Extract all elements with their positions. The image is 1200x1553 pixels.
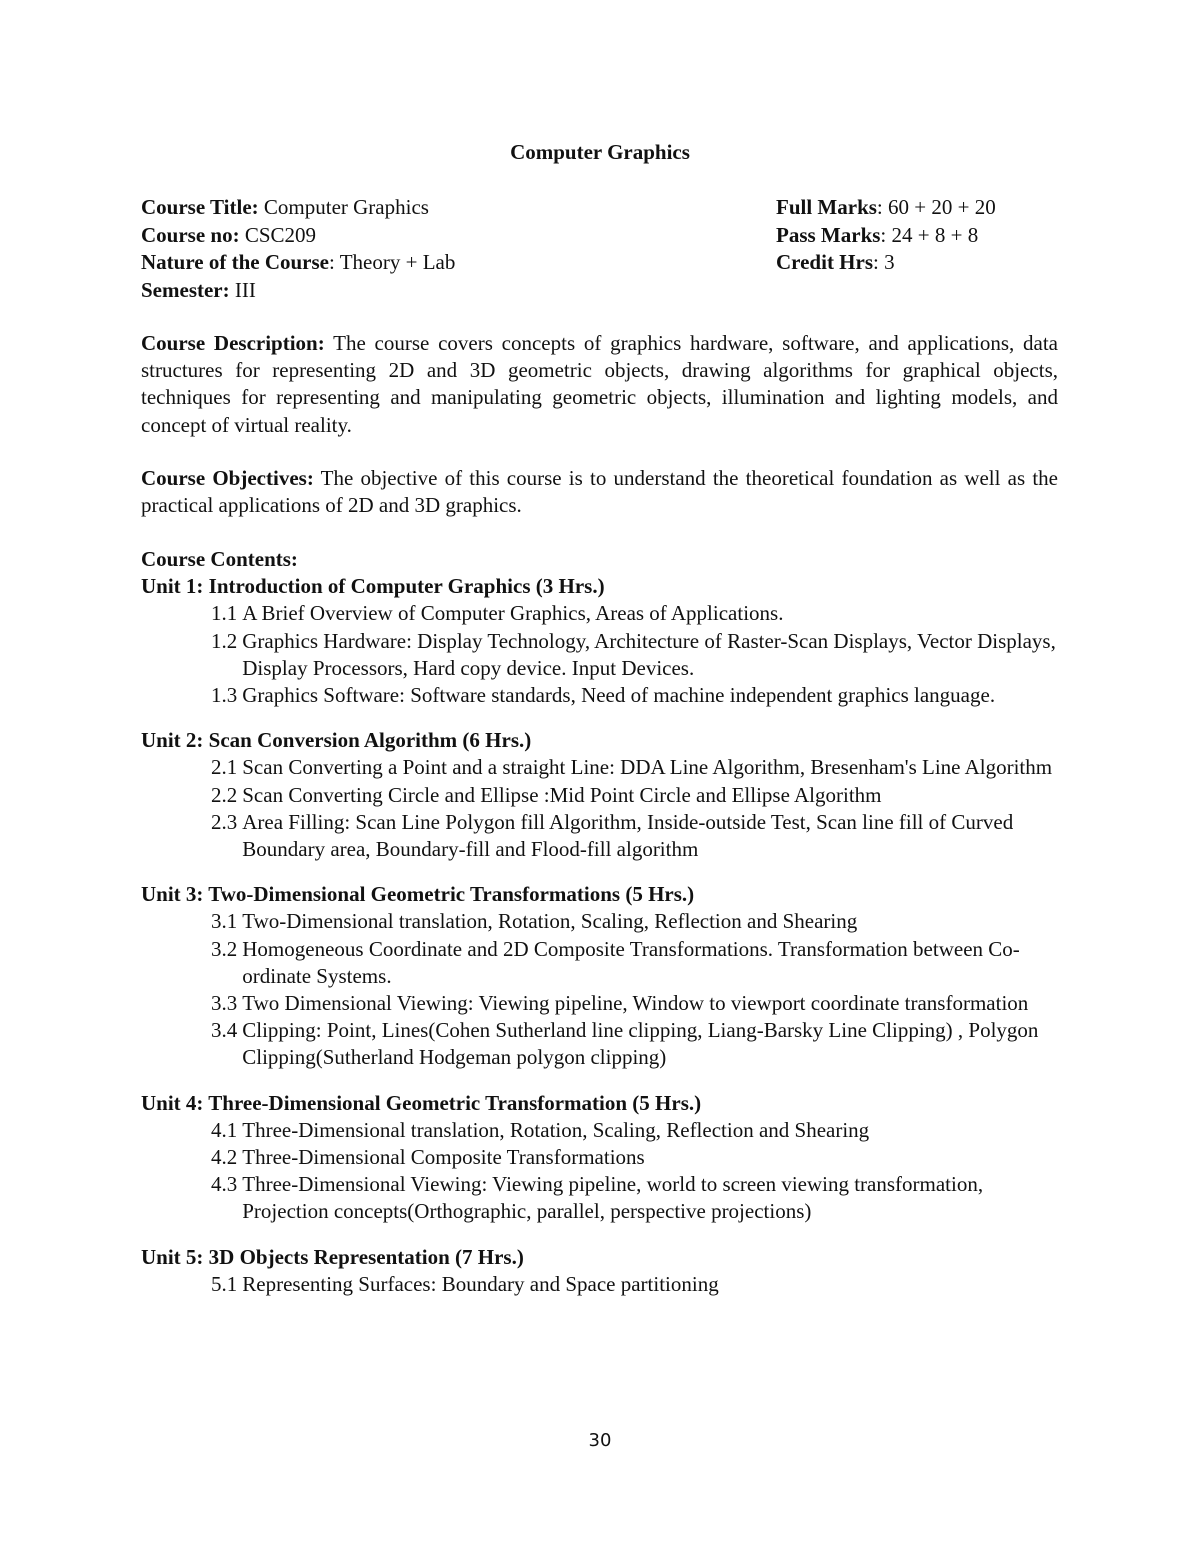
topic-item — [141, 809, 1058, 863]
topic-number: 1.2 — [211, 628, 238, 653]
topic-number: 2.1 — [211, 755, 238, 780]
page-number: 30 — [588, 1430, 612, 1451]
pass-marks-label: Pass Marks — [776, 222, 881, 247]
topic-number: 4.3 — [211, 1172, 238, 1197]
topic-item — [141, 782, 1058, 809]
unit-heading: Unit 4: Three-Dimensional Geometric Transformation (5 Hrs.) — [141, 1090, 702, 1115]
topic-item — [141, 1144, 1058, 1171]
unit-4 — [141, 1090, 1058, 1226]
topic-number: 3.2 — [211, 936, 238, 961]
topic-text: Area Filling: Scan Line Polygon fill Algorithm, Inside-outside Test, Scan line fill of Curved Boundary area, Boundary-fill and Flood-fill algorithm — [242, 809, 1014, 862]
topic-item — [141, 1117, 1058, 1144]
semester-label: Semester: — [141, 277, 230, 302]
topic-number: 1.3 — [211, 683, 238, 708]
semester-value: III — [234, 277, 256, 302]
topic-text: Three-Dimensional translation, Rotation, Scaling, Reflection and Shearing — [242, 1117, 870, 1142]
course-objectives-label: Course Objectives: — [141, 466, 314, 490]
nature-label: Nature of the Course — [141, 250, 329, 274]
pass-marks-value: : 24 + 8 + 8 — [880, 222, 979, 247]
topic-item — [141, 908, 1058, 935]
unit-1 — [141, 573, 1058, 709]
credit-hours-value: : 3 — [873, 250, 895, 274]
topic-text: Scan Converting Circle and Ellipse :Mid Point Circle and Ellipse Algorithm — [242, 782, 882, 807]
topic-text: Homogeneous Coordinate and 2D Composite Transformations. Transformation between Co-ordinate Systems. — [242, 936, 1020, 988]
topic-number: 3.1 — [211, 909, 238, 934]
course-description-text: The course covers concepts of graphics hardware, software, and applications, data structures for representing 2D and 3D geometric objects, drawing algorithms for graphical objects, techniques for representing and manipulating geometric objects, illumination and lighting models, and concept of virtual reality. — [141, 331, 1058, 437]
topic-text: A Brief Overview of Computer Graphics, Areas of Applications. — [242, 601, 784, 626]
topic-number: 5.1 — [211, 1271, 238, 1296]
topic-item — [141, 682, 1058, 709]
topic-text: Clipping: Point, Lines(Cohen Sutherland line clipping, Liang-Barsky Line Clipping) , Polygon Clipping(Sutherland Hodgeman polygon clipping) — [242, 1018, 1039, 1070]
credit-hours-label: Credit Hrs — [776, 250, 874, 274]
course-objectives-text: The objective of this course is to understand the theoretical foundation as well as the practical applications of 2D and 3D graphics. — [141, 466, 1058, 518]
topic-text: Scan Converting a Point and a straight Line: DDA Line Algorithm, Bresenham's Line Algorithm — [242, 755, 1053, 780]
topic-text: Graphics Hardware: Display Technology, Architecture of Raster-Scan Displays, Vector Displays, Display Processors, Hard copy device. Input Devices. — [242, 628, 1056, 680]
full-marks-label: Full Marks — [776, 195, 877, 219]
topic-item — [141, 754, 1058, 781]
course-no-label: Course no: — [141, 222, 240, 247]
course-meta — [141, 194, 1061, 304]
topic-item — [141, 1171, 1058, 1225]
topic-number: 2.2 — [211, 782, 238, 807]
topic-item — [141, 628, 1058, 682]
topic-text: Two Dimensional Viewing: Viewing pipeline, Window to viewport coordinate transformation — [242, 991, 1029, 1016]
topic-text: Graphics Software: Software standards, Need of machine independent graphics language. — [242, 683, 996, 708]
course-description-label: Course Description: — [141, 331, 325, 355]
course-title-value: Computer Graphics — [263, 195, 429, 219]
topic-text: Two-Dimensional translation, Rotation, Scaling, Reflection and Shearing — [242, 909, 858, 934]
topic-number: 3.4 — [211, 1018, 238, 1043]
course-objectives — [141, 465, 1058, 519]
meta-row-4 — [141, 277, 1061, 305]
topic-number: 3.3 — [211, 991, 238, 1016]
topic-number: 1.1 — [211, 601, 238, 626]
topic-item — [141, 1017, 1058, 1071]
topic-text: Three-Dimensional Viewing: Viewing pipeline, world to screen viewing transformation, Projection concepts(Orthographic, parallel, perspective projections) — [242, 1172, 984, 1224]
topic-text: Three-Dimensional Composite Transformations — [242, 1145, 645, 1170]
meta-row-3 — [141, 249, 1061, 277]
course-contents-label: Course Contents: — [141, 547, 298, 571]
page-title: Computer Graphics — [510, 140, 690, 164]
topic-number: 2.3 — [211, 809, 238, 834]
course-title-label: Course Title: — [141, 195, 259, 219]
full-marks-value: : 60 + 20 + 20 — [876, 195, 996, 219]
unit-heading: Unit 5: 3D Objects Representation (7 Hrs.) — [141, 1244, 524, 1269]
nature-value: : Theory + Lab — [329, 250, 456, 274]
topic-item — [141, 1271, 1058, 1298]
topic-number: 4.1 — [211, 1117, 238, 1142]
topic-item — [141, 936, 1058, 990]
unit-5 — [141, 1244, 1058, 1298]
unit-heading: Unit 1: Introduction of Computer Graphics (3 Hrs.) — [141, 574, 605, 599]
unit-heading: Unit 3: Two-Dimensional Geometric Transformations (5 Hrs.) — [141, 882, 695, 907]
course-contents — [141, 546, 1058, 1298]
topic-item — [141, 990, 1058, 1017]
topic-item — [141, 600, 1058, 627]
unit-heading: Unit 2: Scan Conversion Algorithm (6 Hrs.) — [141, 728, 532, 753]
course-description — [141, 330, 1058, 439]
unit-2 — [141, 727, 1058, 863]
topic-number: 4.2 — [211, 1145, 238, 1170]
meta-row-1 — [141, 194, 1061, 222]
unit-3 — [141, 881, 1058, 1071]
meta-row-2 — [141, 222, 1061, 250]
topic-text: Representing Surfaces: Boundary and Space partitioning — [242, 1271, 719, 1296]
course-no-value: CSC209 — [244, 222, 317, 247]
